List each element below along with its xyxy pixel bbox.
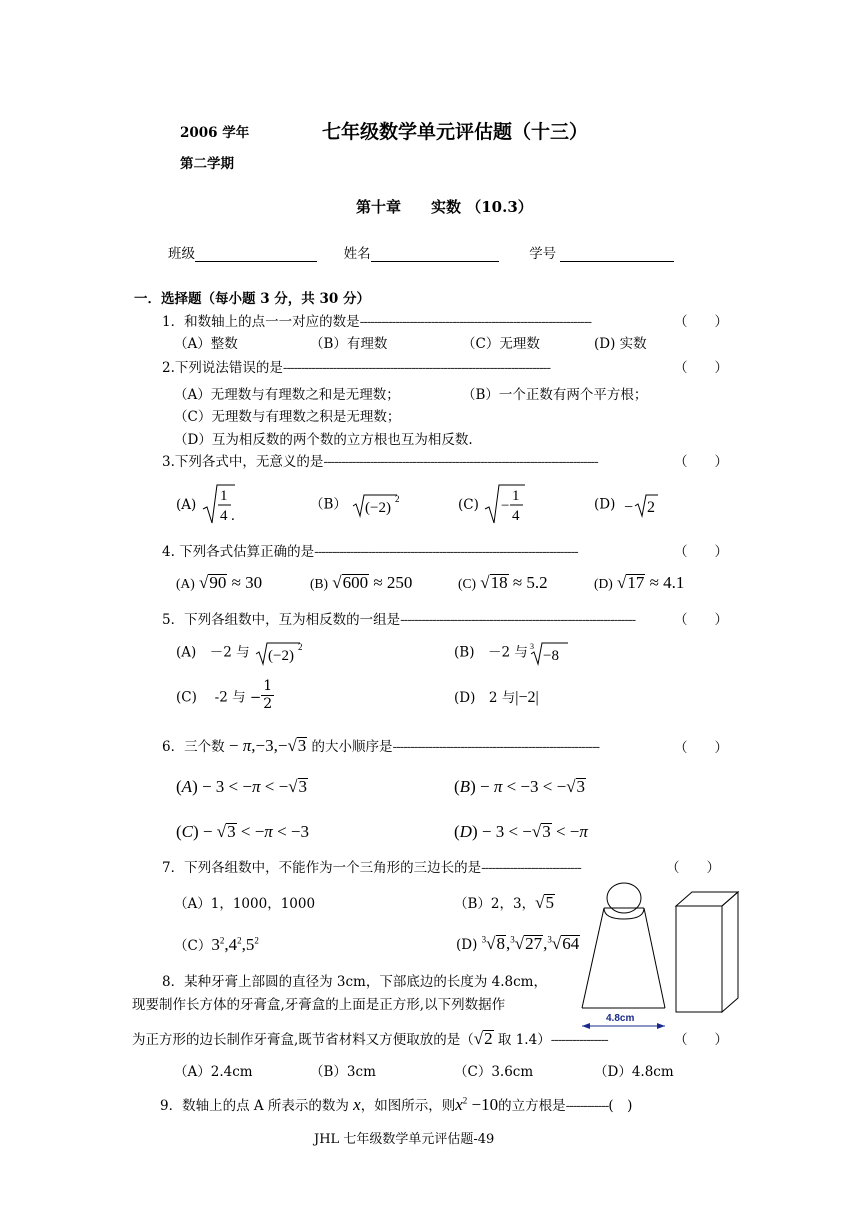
svg-text:2: 2 — [297, 642, 303, 652]
q6-option-a[interactable]: (A) − 3 < −π < −√3 — [176, 777, 308, 796]
q8-option-a[interactable]: （A）2.4cm — [174, 1064, 253, 1080]
q4-a-value: ≈ 30 — [231, 573, 263, 592]
question-1-stem: 1．和数轴上的点一一对应的数是 — [162, 314, 360, 330]
q1-option-c[interactable]: （C）无理数 — [462, 336, 540, 352]
name-label: 姓名 — [343, 246, 371, 262]
svg-text:(−2): (−2) — [365, 500, 392, 516]
q7-b-label: （B）2，3， — [454, 896, 536, 912]
id-field[interactable] — [560, 247, 674, 262]
semester: 第二学期 — [180, 156, 234, 172]
answer-paren[interactable]: （ ） — [674, 454, 728, 470]
answer-paren[interactable]: （ ） — [674, 544, 728, 560]
q6-option-b[interactable]: (B) − π < −3 < −√3 — [454, 777, 586, 796]
q5-option-d[interactable]: (D) 2 与|−2| — [454, 689, 539, 706]
svg-text:−: − — [501, 498, 510, 514]
q2-option-a[interactable]: （A）无理数与有理数之和是无理数； — [174, 387, 400, 403]
class-field[interactable] — [195, 247, 317, 262]
chapter-title: 第十章 实数 （10.3） — [356, 198, 533, 216]
cbrt-neg8-expression — [528, 640, 570, 666]
question-1: 1．和数轴上的点一一对应的数是----------------------------------------------------------------- — [162, 314, 592, 330]
q2-option-b[interactable]: （B）一个正数有两个平方根； — [462, 387, 648, 403]
svg-text:4: 4 — [219, 508, 228, 524]
q4-d-value: ≈ 4.1 — [649, 573, 685, 592]
question-4-stem: 4. 下列各式估算正确的是 — [162, 544, 315, 560]
q7-option-d[interactable]: (D) $^3$√8,$^3$√27,$^3$√64 — [456, 934, 580, 953]
svg-text:3: 3 — [529, 642, 534, 651]
question-8-line-2: 现要制作长方体的牙膏盒,牙膏盒的上面是正方形,以下列数据作 — [132, 997, 506, 1013]
svg-text:1: 1 — [219, 488, 228, 504]
q3-option-a[interactable]: (A) 1 4 . — [176, 483, 237, 527]
svg-text:2: 2 — [395, 494, 400, 504]
toothpaste-figure — [576, 882, 746, 1034]
answer-paren[interactable]: （ ） — [674, 314, 728, 330]
q8-line3-end: 取 1.4） — [493, 1032, 551, 1048]
q4-option-a[interactable]: (A) √90 ≈ 30 — [176, 573, 263, 592]
question-4: 4. 下列各式估算正确的是-------------------------------------------------------------------------- — [162, 544, 578, 560]
id-label: 学号 — [529, 246, 557, 262]
svg-text:−: − — [623, 499, 633, 516]
question-8-line-3: 为正方形的边长制作牙膏盒,既节省材料又方便取放的是（√2 取 1.4）---------------- — [132, 1029, 608, 1048]
question-3: 3.下列各式中，无意义的是----------------------------------------------------------------------------- — [162, 454, 598, 470]
answer-paren[interactable]: （ ） — [674, 1032, 728, 1048]
school-year: 2006 学年 — [180, 125, 250, 141]
q6-option-c[interactable]: (C) − √3 < −π < −3 — [176, 822, 310, 841]
sqrt-neg2-squared-expression — [254, 640, 306, 666]
q3-option-b[interactable]: （B） (−2) 2 — [310, 492, 403, 518]
q4-c-value: ≈ 5.2 — [512, 573, 548, 592]
question-8-line-1: 8．某种牙膏上部圆的直径为 3cm，下部底边的长度为 4.8cm， — [162, 974, 547, 990]
q5-option-a[interactable]: (A) －2 与 (−2) 2 — [176, 640, 306, 666]
student-info — [168, 242, 674, 262]
svg-text:4: 4 — [512, 508, 520, 524]
sqrt-neg2-squared-expression — [351, 492, 403, 518]
name-field[interactable] — [371, 247, 499, 262]
answer-paren[interactable]: （ ） — [674, 612, 728, 628]
q7-option-c[interactable]: $(C)3^2,4^2,5^2$ — [174, 935, 259, 954]
q2-option-c[interactable]: （C）无理数与有理数之积是无理数； — [174, 409, 401, 425]
answer-paren[interactable]: （ ） — [674, 360, 728, 376]
section-title: 一．选择题（每小题 3 分，共 30 分） — [134, 291, 370, 307]
q4-option-d[interactable]: (D) √17 ≈ 4.1 — [594, 573, 685, 592]
question-6-stem: 6．三个数 — [162, 739, 225, 755]
q5-option-b[interactable]: (B) －2 与 3 −8 — [454, 640, 570, 666]
question-2: 2.下列说法错误的是--------------------------------------------------------------------------- — [162, 360, 551, 376]
answer-paren[interactable]: （ ） — [674, 740, 728, 756]
q1-option-a[interactable]: （A）整数 — [174, 336, 238, 352]
q4-b-value: ≈ 250 — [373, 573, 413, 592]
q2-option-d[interactable]: （D）互为相反数的两个数的立方根也互为相反数. — [174, 432, 473, 448]
question-6: 6．三个数 − π,−3,−√3 的大小顺序是---------------------------------------------------------- — [162, 736, 600, 755]
q8-option-d[interactable]: （D）4.8cm — [594, 1064, 674, 1080]
question-9: 9．数轴上的点 A 所表示的数为 x，如图所示，则$x^2 -10$的立方根是------------( ) — [160, 1095, 633, 1114]
svg-text:(−2): (−2) — [267, 648, 294, 664]
q3-option-d[interactable]: (D) − 2 — [594, 492, 660, 518]
answer-paren[interactable]: （ ） — [666, 860, 720, 876]
sqrt-neg-quarter-expression — [483, 483, 527, 527]
svg-text:2: 2 — [646, 499, 655, 516]
question-7: 7．下列各组数中，不能作为一个三角形的三边长的是---------------------------- — [162, 860, 581, 876]
q5-option-c[interactable]: (C) -2 与 − $\frac{1}{2}$ — [176, 678, 273, 712]
question-5: 5．下列各组数中，互为相反数的一组是------------------------------------------------------------------ — [162, 612, 636, 628]
figure-dimension-label: 4.8cm — [606, 1013, 635, 1024]
class-label: 班级 — [168, 246, 195, 262]
q9-stem-c: 的立方根是 — [498, 1098, 566, 1114]
question-6-stem-tail: 的大小顺序是 — [311, 739, 393, 755]
question-3-stem: 3.下列各式中，无意义的是 — [162, 454, 324, 470]
q7-option-b[interactable]: （B）2，3，√5 — [454, 893, 554, 912]
q4-option-c[interactable]: (C) √18 ≈ 5.2 — [458, 573, 548, 592]
q9-stem-a: 9．数轴上的点 A 所表示的数为 — [160, 1098, 349, 1114]
fraction-one-half: $\frac{1}{2}$ — [263, 678, 273, 712]
q1-option-d[interactable]: (D) 实数 — [594, 336, 647, 352]
q8-line3-start: 为正方形的边长制作牙膏盒,既节省材料又方便取放的是（ — [132, 1032, 474, 1048]
page-footer: JHL 七年级数学单元评估题-49 — [314, 1132, 495, 1147]
q8-option-b[interactable]: （B）3cm — [310, 1064, 376, 1080]
q9-stem-b: ，如图所示，则 — [360, 1098, 456, 1114]
q1-option-b[interactable]: （B）有理数 — [310, 336, 388, 352]
q8-option-c[interactable]: （C）3.6cm — [454, 1064, 534, 1080]
q7-option-a[interactable]: （A）1，1000，1000 — [174, 896, 316, 912]
question-5-stem: 5．下列各组数中，互为相反数的一组是 — [162, 612, 401, 628]
neg-sqrt2-expression — [620, 492, 660, 518]
svg-text:1: 1 — [512, 488, 520, 504]
q3-option-c[interactable]: (C) − 1 4 — [458, 483, 527, 527]
question-7-stem: 7．下列各组数中，不能作为一个三角形的三边长的是 — [162, 860, 482, 876]
question-2-stem: 2.下列说法错误的是 — [162, 360, 283, 376]
q4-option-b[interactable]: (B) √600 ≈ 250 — [310, 573, 413, 592]
svg-text:.: . — [230, 508, 235, 524]
page-title: 七年级数学单元评估题（十三） — [322, 121, 589, 143]
sqrt-quarter-expression — [201, 483, 237, 527]
q6-option-d[interactable]: (D) − 3 < −√3 < −π — [454, 822, 588, 841]
svg-text:−8: −8 — [542, 648, 559, 664]
